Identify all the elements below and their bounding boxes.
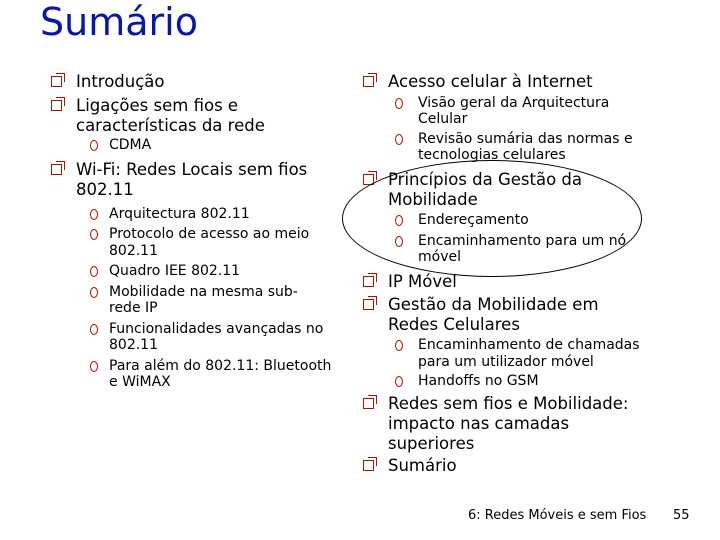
left-subitem-label: Funcionalidades avançadas no 802.11 bbox=[109, 320, 324, 354]
right-item-acesso-celular bbox=[352, 72, 672, 92]
right-item-label: Redes sem fios e Mobilidade: impacto nas camadas superiores bbox=[388, 393, 629, 453]
right-subitem-label: Handoffs no GSM bbox=[418, 373, 539, 390]
right-item-sumario bbox=[352, 456, 672, 476]
checkbox-bullet-icon bbox=[51, 164, 62, 175]
right-subitem bbox=[352, 95, 638, 128]
circle-bullet-icon bbox=[395, 134, 403, 145]
left-item-introducao bbox=[40, 72, 340, 92]
left-item-ligacoes bbox=[40, 96, 316, 136]
left-subitem-label: Para além do 802.11: Bluetooth e WiMAX bbox=[109, 357, 332, 391]
page-number: 55 bbox=[673, 508, 690, 523]
circle-bullet-icon bbox=[395, 340, 403, 351]
checkbox-bullet-icon bbox=[363, 299, 374, 310]
circle-bullet-icon bbox=[395, 98, 403, 109]
left-subitem-label: CDMA bbox=[109, 137, 152, 154]
right-subitem bbox=[352, 373, 672, 390]
circle-bullet-icon bbox=[90, 229, 98, 240]
circle-bullet-icon bbox=[90, 287, 98, 298]
checkbox-bullet-icon bbox=[363, 76, 374, 87]
slide-title: Sumário bbox=[40, 0, 198, 44]
left-subitem bbox=[40, 358, 339, 391]
checkbox-bullet-icon bbox=[51, 100, 62, 111]
circle-bullet-icon bbox=[395, 376, 403, 387]
circle-bullet-icon bbox=[90, 361, 98, 372]
right-item-label: Sumário bbox=[388, 456, 457, 476]
left-subitem bbox=[40, 321, 329, 354]
right-subitem-label: Encaminhamento de chamadas para um utilizador móvel bbox=[418, 337, 640, 370]
right-subitem-label: Endereçamento bbox=[418, 212, 529, 229]
circle-bullet-icon bbox=[90, 140, 98, 151]
left-item-label: Introdução bbox=[76, 72, 165, 91]
left-subitem-cdma bbox=[40, 137, 340, 154]
left-item-label: Ligações sem fios e características da rede bbox=[76, 95, 265, 135]
right-subitem bbox=[352, 131, 656, 164]
left-subitem bbox=[40, 284, 329, 317]
left-column bbox=[40, 72, 340, 391]
right-item-label: Acesso celular à Internet bbox=[388, 72, 593, 91]
right-subitem-label: Revisão sumária das normas e tecnologias celulares bbox=[418, 130, 633, 164]
right-item-label: Gestão da Mobilidade em Redes Celulares bbox=[388, 294, 599, 334]
circle-bullet-icon bbox=[90, 209, 98, 220]
circle-bullet-icon bbox=[90, 324, 98, 335]
highlight-ellipse bbox=[342, 160, 642, 277]
checkbox-bullet-icon bbox=[363, 398, 374, 409]
left-item-label: Wi-Fi: Redes Locais sem fios 802.11 bbox=[76, 159, 308, 199]
right-subitem-label: Encaminhamento para um nó móvel bbox=[418, 232, 627, 266]
left-subitem-label: Mobilidade na mesma sub-rede IP bbox=[109, 283, 298, 317]
checkbox-bullet-icon bbox=[51, 76, 62, 87]
left-subitem-label: Protocolo de acesso ao meio 802.11 bbox=[109, 226, 310, 259]
right-item-redes-sem-fios bbox=[352, 394, 648, 453]
left-subitem bbox=[40, 263, 340, 280]
right-item-label: IP Móvel bbox=[388, 272, 457, 291]
right-item-gestao-mobilidade bbox=[352, 295, 613, 335]
right-item-label: Princípios da Gestão da Mobilidade bbox=[388, 169, 583, 209]
footer-chapter: 6: Redes Móveis e sem Fios bbox=[468, 508, 647, 523]
checkbox-bullet-icon bbox=[363, 276, 374, 287]
left-subitem-label: Arquitectura 802.11 bbox=[109, 205, 250, 222]
checkbox-bullet-icon bbox=[363, 460, 374, 471]
right-subitem bbox=[352, 337, 658, 370]
right-subitem-label: Visão geral da Arquitectura Celular bbox=[418, 94, 610, 128]
left-subitem bbox=[40, 206, 340, 223]
left-subitem-label: Quadro IEE 802.11 bbox=[109, 263, 241, 280]
left-subitem bbox=[40, 226, 319, 259]
left-item-wifi bbox=[40, 160, 344, 200]
circle-bullet-icon bbox=[90, 266, 98, 277]
